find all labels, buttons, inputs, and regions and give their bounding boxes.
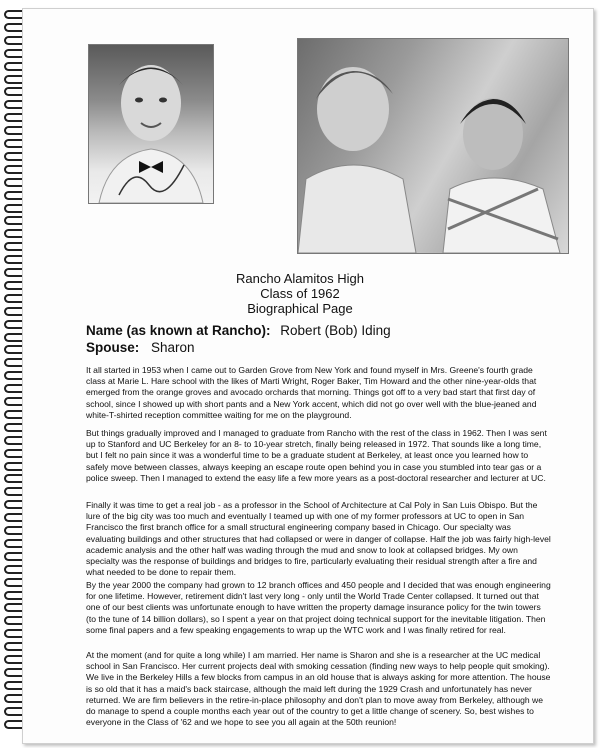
- bio-paragraph: It all started in 1953 when I came out to Garden Grove from New York and found myself in Mrs. Greene's fourth grade class at Marie L. Hare school with the likes of Marti Wright, Roger Baker, Tim Howard and the other nine-year-olds that emerged from the orange groves and avocado orchards that morning. Things got off to a very bad start that first day of school, since I showed up with short pants and a New York accent, which did not go over well with the blue-jeaned and white-T-shirted reception committee waiting for me on the playground.: [86, 365, 537, 420]
- spouse-label: Spouse:: [86, 340, 140, 355]
- name-label: Name (as known at Rancho):: [86, 323, 271, 338]
- name-row: [86, 323, 391, 338]
- bio-paragraph: By the year 2000 the company had grown to 12 branch offices and 450 people and I decided that was enough engineering for one lifetime. However, retirement didn't last very long - only until the World Trade Center collapsed. It turned out that one of our best clients was unfortunate enough to have written the property damage insurance policy for the twin towers (to the tune of 14 billion dollars), so I spent a year on that project doing technical support for the inevitable litigation. Then some final papers and a few speaking engagements to wrap up the WTC work and I was finally retired for real.: [86, 580, 551, 635]
- class-year: Class of 1962: [260, 286, 340, 301]
- bio-paragraph: But things gradually improved and I managed to graduate from Rancho with the rest of the class in 1962. Then I was sent up to Stanford and UC Berkeley for an 8- to 10-year stretch, finally being released in 1972. That sounds like a long time, but I felt no pain since it was a wonderful time to be a graduate student at Berkeley, at least once you learned how to safely move between classes, always keeping an escape route open behind you in case you stumbled into tear gas or a police sweep. Then I managed to extend the easy life a few more years as a post-doctoral researcher and lecturer at UC.: [86, 428, 547, 483]
- name-value: Robert (Bob) Iding: [280, 323, 391, 338]
- recent-couple-photo: [297, 38, 569, 254]
- page-subtitle: Biographical Page: [247, 301, 353, 316]
- bio-paragraph: Finally it was time to get a real job - as a professor in the School of Architecture at Cal Poly in San Luis Obispo. But the lure of the big city was too much and eventually I teamed up with one of my former professors at UC to open in San Francisco the first branch office for a small structural engineering company based in Chicago. Our specialty was evaluating buildings and other structures that had collapsed or were in danger of collapse. Half the job was fairly high-level academic analysis and the other half was wading through the mud and snow to look at collapsed bridges. My own specialty was the response of buildings and bridges to fire, particularly evaluating their residual strength after a fire and what needed to be done to repair them.: [86, 500, 551, 578]
- spouse-row: [86, 340, 195, 355]
- yearbook-portrait-photo: [88, 44, 214, 204]
- portrait-figure-icon: [89, 45, 213, 203]
- spouse-value: Sharon: [151, 340, 195, 355]
- school-name: Rancho Alamitos High: [236, 271, 364, 286]
- couple-figure-icon: [298, 39, 568, 253]
- bio-paragraph: At the moment (and for quite a long while) I am married. Her name is Sharon and she is a researcher at the UC medical school in San Francisco. Her current projects deal with smoking cessation (finding new ways to help people quit smoking). We live in the Berkeley Hills a few blocks from campus in an old house that is always asking for more attention. The house is so old that it has a maid's back staircase, although the maid left during the 1929 Crash and unfortunately has never returned. We are firm believers in the retire-in-place philosophy and don't plan to move away from Berkeley, although we do manage to spend a couple months each year out of the country to get a little change of scenery. So, best wishes to everyone in the Class of '62 and we hope to see you all again at the 50th reunion!: [86, 650, 551, 728]
